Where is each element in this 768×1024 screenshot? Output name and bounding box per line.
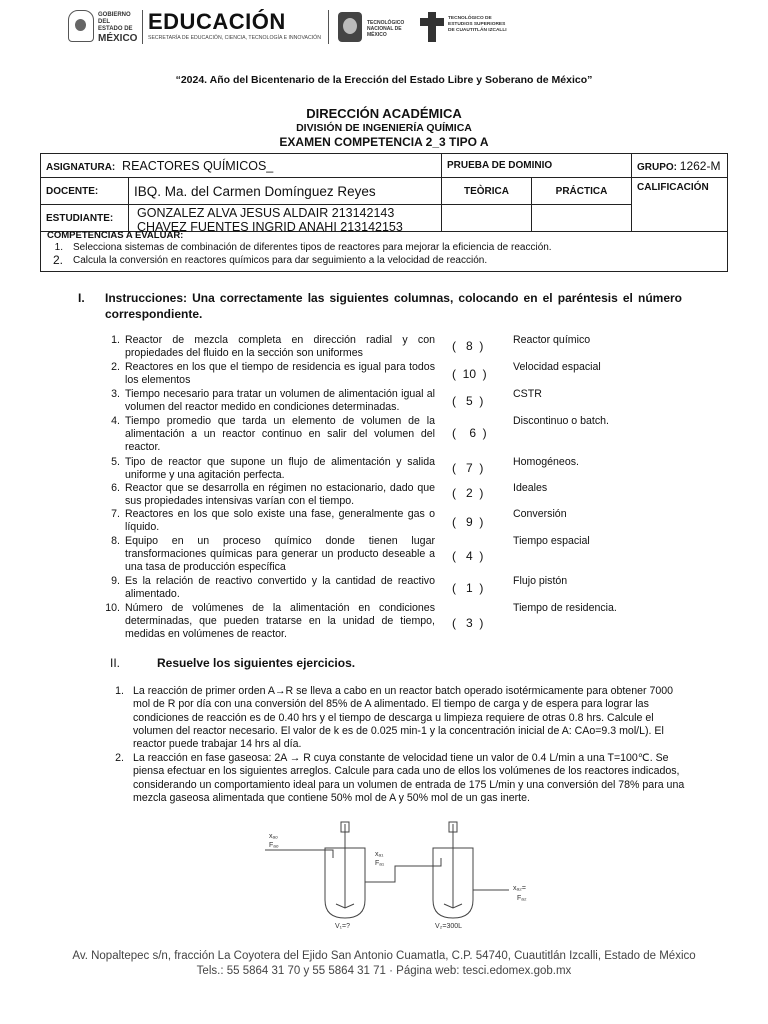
option-item: Tiempo de residencia. [513, 602, 617, 614]
answer-field[interactable]: ( 1 ) [452, 581, 484, 595]
page-header [60, 8, 720, 48]
option-item: Reactor químico [513, 334, 591, 346]
exam-info-table [40, 153, 728, 232]
label-v2: V₂=300L [435, 923, 463, 930]
header-divider [328, 10, 329, 44]
grupo-value: 1262-M [679, 158, 721, 173]
gob-line-1: GOBIERNO DEL [98, 12, 131, 25]
practica-label: PRÁCTICA [532, 178, 632, 205]
gobierno-logo-text [98, 12, 138, 44]
answer-field[interactable]: ( 3 ) [452, 616, 484, 630]
option-item: Tiempo espacial [513, 535, 590, 547]
answer-field[interactable]: ( 5 ) [452, 394, 484, 408]
estudiante-names [129, 205, 442, 232]
competencia-number: 2. [52, 253, 63, 267]
title-direccion: DIRECCIÓN ACADÉMICA [306, 106, 462, 121]
title-division: DIVISIÓN DE INGENIERÍA QUÍMICA [296, 122, 472, 134]
exercise-number: 1. [115, 685, 124, 697]
section-1-text: Instrucciones: Una correctamente las siguientes columnas, colocando en el paréntesis el número correspondiente. [105, 291, 682, 321]
feed-inlet-line [265, 850, 333, 858]
option-item: CSTR [513, 388, 542, 400]
label-fao: Fₐₒ [269, 842, 279, 849]
asignatura-value: REACTORES QUÍMICOS_ [122, 158, 274, 173]
question-number: 6. [111, 482, 120, 494]
section-2-number: II. [110, 656, 121, 670]
question-number: 10. [105, 602, 120, 614]
option-item: Homogéneos. [513, 456, 579, 468]
question-number: 4. [111, 415, 120, 427]
exercise-text: La reacción de primer orden A→R se lleva a cabo en un reactor batch operado isotérmicamente para obtener 7000 mol de R por día con una conversión del 85% de A alimentado. El tiempo de carga y de espera para lograr las condiciones de reacción es de 0.40 hrs y el tiempo de descarga u limpieza requiere de otras 0.8 hrs. Calcule el volumen del reactor necesario. El valor de k es de 0.025 min-1 y la concentración inicial de A: CAo=9.3 mol/L). El reactor puede trabajar 14 hrs al día. [133, 685, 674, 751]
option-item: Flujo pistón [513, 575, 568, 587]
answer-field[interactable]: ( 4 ) [452, 549, 484, 563]
question-number: 9. [111, 575, 120, 587]
section-1-number: I. [78, 291, 85, 305]
option-item: Discontinuo o batch. [513, 415, 609, 427]
answer-field[interactable]: ( 8 ) [452, 339, 484, 353]
competencia-item [47, 254, 727, 267]
label-fa2: Fₐ₂ [517, 895, 527, 902]
question-text: Reactores en los que el tiempo de residencia es igual para todos los elementos [125, 361, 435, 386]
question-text: Es la relación de reactivo convertido y la cantidad de reactivo alimentado. [125, 575, 435, 600]
teorica-score [442, 205, 532, 232]
question-number: 5. [111, 456, 120, 468]
option-item: Conversión [513, 508, 567, 520]
asignatura-label: ASIGNATURA: [46, 161, 116, 173]
competencia-text: Calcula la conversión en reactores químicos para dar seguimiento a la velocidad de reacción. [73, 255, 488, 266]
question-text: Tiempo necesario para tratar un volumen de alimentación igual al volumen del reactor medido en condiciones determinadas. [125, 388, 435, 413]
title-examen: EXAMEN COMPETENCIA 2_3 TIPO A [279, 135, 489, 149]
competencia-text: Selecciona sistemas de combinación de diferentes tipos de reactores para mejorar la eficiencia de reacción. [73, 242, 552, 253]
tesci-text: TECNOLÓGICO DE ESTUDIOS SUPERIORES DE CUAUTITLÁN IZCALLI [448, 16, 507, 33]
answer-field[interactable]: ( 9 ) [452, 515, 484, 529]
question-number: 2. [111, 361, 120, 373]
label-xa2: xₐ₂= [513, 885, 526, 892]
question-text: Reactores en los que solo existe una fase, generalmente gas o líquido. [125, 508, 435, 533]
competencia-number: 1. [54, 242, 63, 253]
exercise-text: La reacción en fase gaseosa: 2A → R cuya constante de velocidad tiene un valor de 0.4 L/min a una T=100℃. Se piensa efectuar en los siguientes arreglos. Calcule para cada uno de ellos los volúmenes de los reactores indicados, considerando un comportamiento ideal para un volumen de entrada de 175 L/min y una conversión del 78% para una mezcla gaseosa alimentada que contiene 50% mol de A y 50% mol de un gas inerte. [133, 752, 685, 804]
calificacion-label: CALIFICACIÓN [632, 178, 728, 232]
estudiante-1: GONZALEZ ALVA JESUS ALDAIR 213142143 [137, 205, 395, 220]
estudiante-2: CHAVEZ FUENTES INGRID ANAHI 213142153 [137, 219, 403, 231]
option-item: Ideales [513, 482, 548, 494]
answer-field[interactable]: ( 2 ) [452, 486, 484, 500]
section-2-text: Resuelve los siguientes ejercicios. [157, 656, 356, 670]
competencias-header: COMPETENCIAS A EVALUAR: [47, 230, 184, 241]
competencia-item [47, 241, 727, 254]
education-subtitle: SECRETARÍA DE EDUCACIÓN, CIENCIA, TECNOLOGÍA E INNOVACIÓN [148, 35, 321, 41]
gob-line-2: ESTADO DE [98, 26, 133, 32]
label-v1: V₁=? [335, 923, 351, 930]
prueba-label: PRUEBA DE DOMINIO [442, 154, 632, 178]
exercise-number: 2. [115, 752, 124, 764]
question-number: 8. [111, 535, 120, 547]
option-item: Velocidad espacial [513, 361, 601, 373]
label-xao: xₐₒ [269, 833, 278, 840]
year-motto: “2024. Año del Bicentenario de la Erección del Estado Libre y Soberano de México” [175, 74, 593, 86]
tecnm-text: TECNOLÓGICO NACIONAL DE MÉXICO [367, 20, 405, 38]
answer-field[interactable]: ( 7 ) [452, 461, 484, 475]
question-text: Reactor que se desarrolla en régimen no estacionario, dado que sus propiedades intensivas varían con el tiempo. [125, 482, 435, 507]
question-number: 7. [111, 508, 120, 520]
grupo-cell [632, 154, 728, 178]
education-title: EDUCACIÓN [148, 9, 286, 34]
docente-value: IBQ. Ma. del Carmen Domínguez Reyes [129, 178, 442, 205]
footer-contact: Tels.: 55 5864 31 70 y 55 5864 31 71 · Página web: tesci.edomex.gob.mx [196, 965, 572, 977]
question-number: 3. [111, 388, 120, 400]
question-text: Reactor de mezcla completa en dirección radial y con propiedades del fluido en la sección son uniformes [125, 334, 435, 359]
question-text: Equipo en un proceso químico donde tienen lugar transformaciones químicas para generar un producto deseable a una tasa de producción específica [125, 535, 435, 573]
grupo-label: GRUPO: [637, 161, 677, 173]
question-text: Número de volúmenes de la alimentación en condiciones determinadas, que pueden tratarse en la unidad de tiempo, medidas en volúmenes de reactor. [125, 602, 435, 640]
competencias-box [40, 231, 728, 272]
estudiante-label: ESTUDIANTE: [41, 205, 129, 232]
question-text: Tipo de reactor que supone un flujo de alimentación y salida uniforme y una agitación perfecta. [125, 456, 435, 481]
asignatura-cell [41, 154, 442, 178]
header-divider [142, 10, 143, 44]
footer-address: Av. Nopaltepec s/n, fracción La Coyotera del Ejido San Antonio Cuamatla, C.P. 54740, Cuautitlán Izcalli, Estado de México [72, 950, 696, 962]
practica-score [532, 205, 632, 232]
teorica-label: TEÒRICA [442, 178, 532, 205]
answer-field[interactable]: ( 10 ) [452, 367, 487, 381]
section-1-instructions [78, 290, 682, 322]
tecnm-logo-icon [338, 12, 362, 42]
docente-label: DOCENTE: [41, 178, 129, 205]
answer-field[interactable]: ( 6 ) [452, 426, 487, 440]
document-titles [0, 106, 768, 149]
state-seal-icon [68, 10, 94, 42]
reactor-diagram [255, 820, 555, 940]
tesci-logo-icon [420, 12, 444, 42]
label-fa1: Fₐ₁ [375, 860, 385, 867]
question-text: Tiempo promedio que tarda un elemento de volumen de la alimentación a un reactor continuo en salir del volumen del reactor. [125, 415, 435, 453]
gob-line-3: MÉXICO [98, 33, 138, 44]
question-number: 1. [111, 334, 120, 346]
label-xa1: xₐ₁ [375, 851, 384, 858]
